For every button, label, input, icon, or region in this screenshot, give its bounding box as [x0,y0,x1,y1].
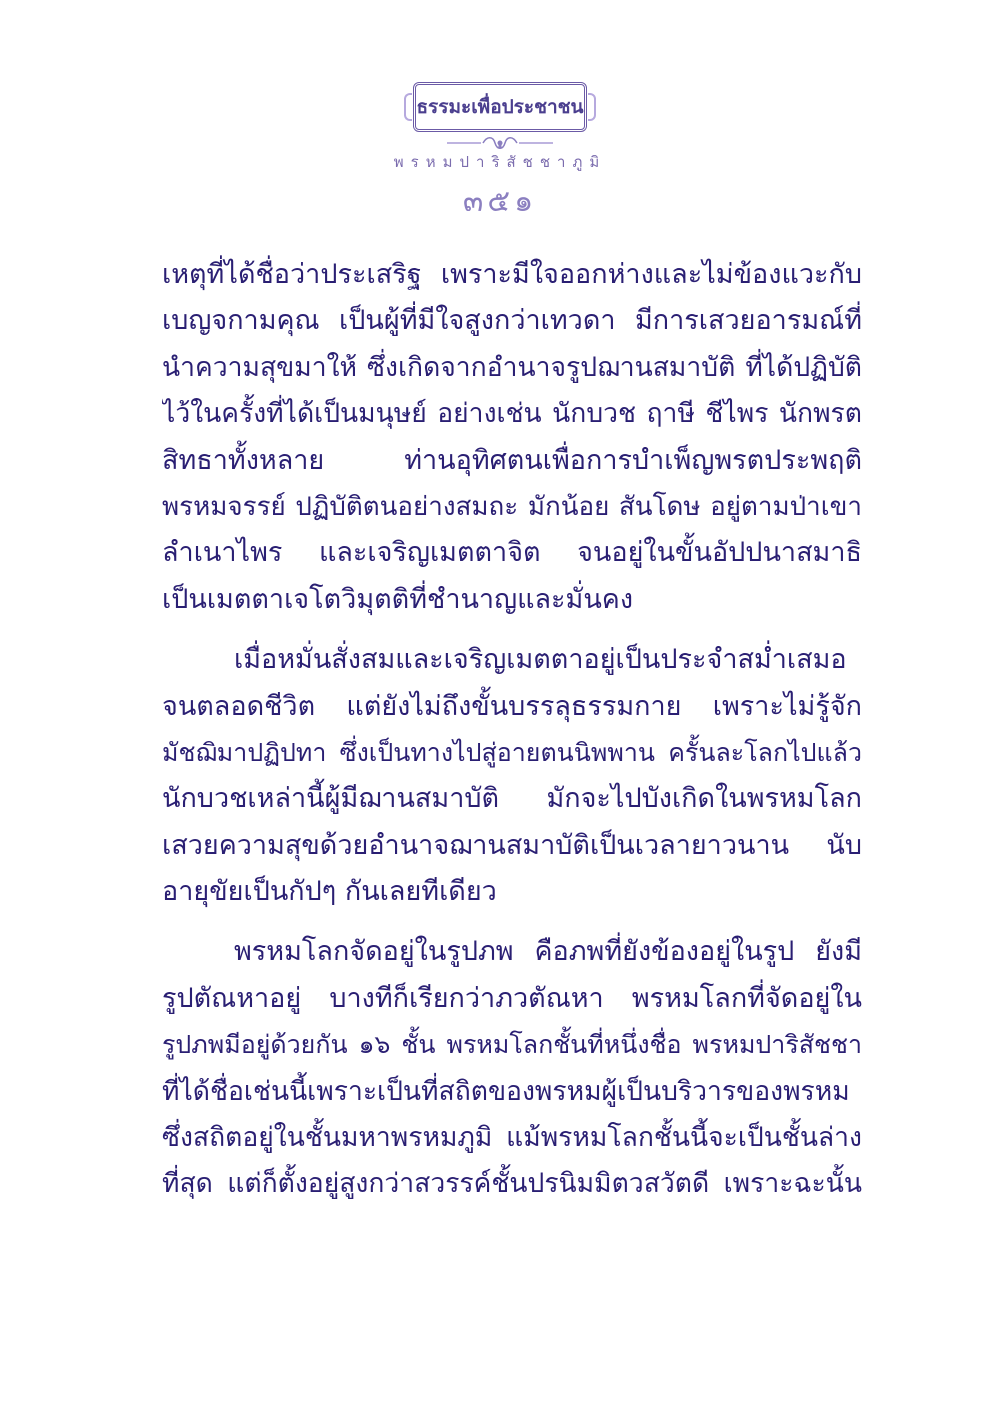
text-line: เสวยความสุขด้วยอำนาจฌานสมาบัติเป็นเวลายาวนาน นับ [162,829,862,861]
text-line: เมื่อหมั่นสั่งสมและเจริญเมตตาอยู่เป็นประจำสม่ำเสมอ [234,644,847,676]
page-header [0,70,1000,230]
text-line: สิทธาทั้งหลาย ท่านอุทิศตนเพื่อการบำเพ็ญพรตประพฤติ [162,444,862,476]
text-line: เป็นเมตตาเจโตวิมุตติที่ชำนาญและมั่นคง [162,583,634,615]
chapter-subtitle: พรหมปาริสัชชาภูมิ [393,153,607,171]
text-line: พรหมโลกจัดอยู่ในรูปภพ คือภพที่ยังข้องอยู่ในรูป ยังมี [234,936,862,968]
text-line: ลำเนาไพร และเจริญเมตตาจิต จนอยู่ในขั้นอัปปนาสมาธิ [162,537,862,569]
text-line: นำความสุขมาให้ ซึ่งเกิดจากอำนาจรูปฌานสมาบัติ ที่ได้ปฏิบัติ [162,351,862,383]
paragraph-1 [162,252,862,623]
text-line: พรหมจรรย์ ปฏิบัติตนอย่างสมถะ มักน้อย สันโดษ อยู่ตามป่าเขา [162,491,862,522]
book-logo [413,82,587,132]
text-line: จนตลอดชีวิต แต่ยังไม่ถึงขั้นบรรลุธรรมกาย เพราะไม่รู้จัก [162,690,862,722]
text-line: ที่ได้ชื่อเช่นนี้เพราะเป็นที่สถิตของพรหมผู้เป็นบริวารของพรหม [162,1075,850,1107]
text-line: รูปตัณหาอยู่ บางทีก็เรียกว่าภวตัณหา พรหมโลกที่จัดอยู่ใน [162,982,862,1014]
text-line: นักบวชเหล่านี้ผู้มีฌานสมาบัติ มักจะไปบังเกิดในพรหมโลก [162,783,862,815]
page-number: ๓๕๑ [462,184,538,219]
paragraph-3 [162,929,862,1207]
text-line: มัชฌิมาปฏิปทา ซึ่งเป็นทางไปสู่อายตนนิพพาน ครั้นละโลกไปแล้ว [162,737,862,767]
text-line: อายุขัยเป็นกัปๆ กันเลยทีเดียว [162,876,497,908]
text-line: ไว้ในครั้งที่ได้เป็นมนุษย์ อย่างเช่น นักบวช ฤาษี ชีไพร นักพรต [162,398,862,430]
text-line: เบญจกามคุณ เป็นผู้ที่มีใจสูงกว่าเทวดา มีการเสวยอารมณ์ที่ [162,305,862,337]
body-text [162,252,862,1222]
text-line: ซึ่งสถิตอยู่ในชั้นมหาพรหมภูมิ แม้พรหมโลกชั้นนี้จะเป็นชั้นล่าง [162,1122,862,1154]
text-line: เหตุที่ได้ชื่อว่าประเสริฐ เพราะมีใจออกห่างและไม่ข้องแวะกับ [162,259,862,290]
text-line: ที่สุด แต่ก็ตั้งอยู่สูงกว่าสวรรค์ชั้นปรนิมมิตวสวัตดี เพราะฉะนั้น [162,1168,862,1200]
text-line: รูปภพมีอยู่ด้วยกัน ๑๖ ชั้น พรหมโลกชั้นที่หนึ่งชื่อ พรหมปาริสัชชา [162,1030,862,1060]
paragraph-2 [162,637,862,915]
book-logo-text: ธรรมะเพื่อประชาชน [416,96,584,118]
